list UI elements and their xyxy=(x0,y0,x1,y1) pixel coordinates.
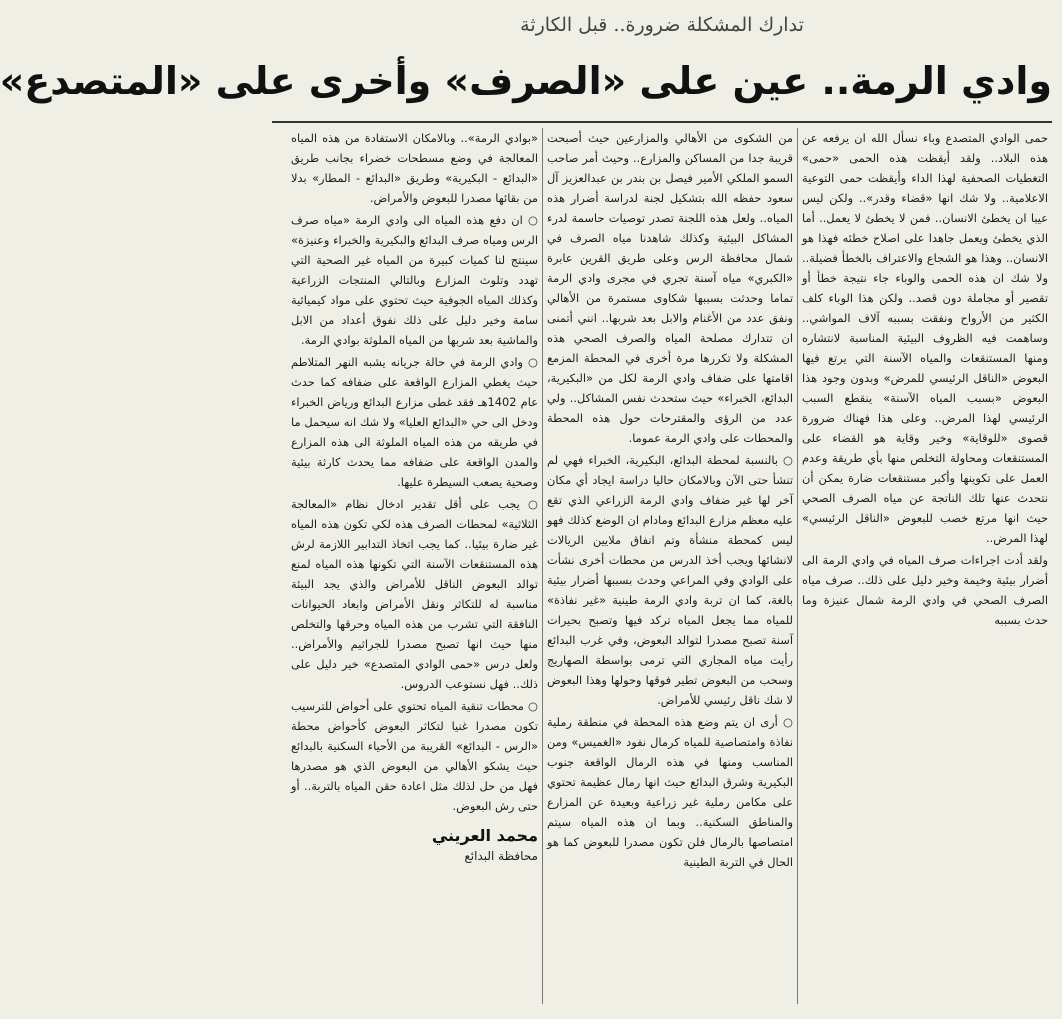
paragraph: ○ أرى ان يتم وضع هذه المحطة في منطقة رملية نفاذة وامتصاصية للمياه كرمال نفود «الغميس» ومن المناسب ومنها في هذه الرمال الواقعة جنوب البكيرية وشرق البدائع حيث انها رمال عظيمة تحتوي على مكامن رملية غير زراعية وبعيدة عن المزارع والمناطق السكنية.. وبما ان هذه المياه سيتم امتصاصها بالرمال فلن تكون مصدرا للبعوض كما هو الحال في التربة الطينية xyxy=(547,715,793,869)
article-column-1 xyxy=(797,128,1052,1004)
article-columns xyxy=(272,128,1052,1004)
author-name: محمد العريني xyxy=(431,826,538,845)
paragraph: حمى الوادي المتصدع وباء نسأل الله ان يرفعه عن هذه البلاد.. ولقد أيقظت هذه الحمى «حمى» التغطيات الصحفية لهذا الداء وأيقظت حمى التوعية الاعلامية.. ولا شك انها «قضاء وقدر».. ولكن ليس عيبا ان يخطئ الانسان.. فمن لا يخطئ لا يعمل.. أما الذي يخطئ ويعمل جاهدا على اصلاح خطئه فهذا هو الانسان.. وهذا هو الشجاع والاعتراف بالخطأ فضيلة.. ولا شك ان هذه الحمى والوباء جاء نتيجة خطأ أو تقصير أو مجاملة دون قصد.. ولكن هذا الوباء كلف الكثير من الأرواح ونفقت بسببه آلاف المواشي.. وساهمت فيه الظروف البيئية المناسبة لانتشاره ومنها المستنقعات والمياه الآسنة التي يرتع فيها البعوض «الناقل الرئيسي للمرض» وبدون وجود هذا البعوض «بسبب المياه الآسنة» ينقطع السبب الرئيسي لهذا المرض.. وعلى هذا فهناك ضرورة قصوى «للوقاية» وخير وقاية هو القضاء على المستنقعات ومحاولة التخلص منها بأي طريقة وعدم العمل على تكوينها وأكبر مستنقعات ضارة يمكن أن نتحدث عنها تلك الناتجة عن مياه الصرف الصحي حيث انها مرتع خصب للبعوض «الناقل الرئيسي» لهذا المرض.. xyxy=(802,131,1048,545)
article-headline: وادي الرمة.. عين على «الصرف» وأخرى على «المتصدع» xyxy=(0,59,1052,103)
headline-divider xyxy=(272,121,1052,123)
paragraph: ○ يجب على أقل تقدير ادخال نظام «المعالجة الثلاثية» لمحطات الصرف هذه لكي تكون هذه المياه غير ضارة بيئيا.. كما يجب اتخاذ التدابير اللازمة لرش هذه المستنقعات الآسنة التي تكونها هذه المياه لمنع توالد البعوض الناقل للأمراض والذي يجد البيئة مناسبة له للتكاثر ونقل الأمراض وابعاد الحيوانات النافقة التي تشرب من هذه المياه وحرقها والتخلص منها حيث انها تصبح مصدرا للجراثيم والأمراض.. ولعل درس «حمى الوادي المتصدع» خير دليل على ذلك.. فهل نستوعب الدروس. xyxy=(291,497,538,691)
paragraph: ولقد أدت اجراءات صرف المياه في وادي الرمة الى أضرار بيئية وخيمة وخير دليل على ذلك.. صرف مياه الصرف الصحي في وادي الرمة شمال عنيزة وما حدث بسببه xyxy=(802,553,1048,627)
author-location: محافظة البدائع xyxy=(464,849,538,863)
paragraph: ○ ان دفع هذه المياه الى وادي الرمة «مياه صرف الرس ومياه صرف البدائع والبكيرية والخبراء وعنيزة» سينتج لنا كميات كبيرة من المياه غير الصحية التي تهدد وتلوث المزارع وبالتالي المنتجات الزراعية وكذلك المياه الجوفية حيث تحتوي على مواد كيميائية سامة وخير دليل على ذلك نفوق أعداد من الابل والماشية بعد شربها من المياه الملوثة بوادي الرمة. xyxy=(291,213,538,347)
paragraph: «بوادي الرمة».. وبالامكان الاستفادة من هذه المياه المعالجة في وضع مسطحات خضراء بجانب طريق «البدائع - البكيرية» وطريق «البدائع - المطار» بدلا من بقائها مصدرا للبعوض والأمراض. xyxy=(291,131,538,205)
article-column-3 xyxy=(287,128,542,1004)
paragraph: من الشكوى من الأهالي والمزارعين حيث أصبحت قريبة جدا من المساكن والمزارع.. وحيث أمر صاحب السمو الملكي الأمير فيصل بن بندر بن عبدالعزيز آل سعود حفظه الله بتشكيل لجنة لدراسة أضرار هذه المياه.. ولعل هذه اللجنة تصدر توصيات حاسمة لدرء المشاكل البيئية وكذلك شاهدنا مياه الصرف في شمال محافظة الرس وعلى طريق القرين عابرة «الكبري» مياه آسنة تجري في مجرى وادي الرمة تماما وحدثت بسببها شكاوى مستمرة من الأهالي ونفق عدد من الأغنام والابل بعد شربها.. انني أتمنى ان تتدارك مصلحة المياه والصرف الصحي هذه المشكلة ولا تكررها مرة أخرى في المحطة المزمع اقامتها على ضفاف وادي الرمة لكل من «البكيرية، البدائع، الخبراء» حيث ستحدث نفس المشاكل.. ولي عدد من الرؤى والمقترحات حول هذه المحطة والمحطات على وادي الرمة عموما. xyxy=(547,131,793,445)
paragraph: ○ بالنسبة لمحطة البدائع، البكيرية، الخبراء فهي لم تنشأ حتى الآن وبالامكان حاليا دراسة ايجاد أي مكان آخر لها غير ضفاف وادي الرمة الزراعي الذي تقع عليه معظم مزارع البدائع ومادام ان الوضع كذلك فهو ليس كمحطة منشأة وتم انفاق ملايين الريالات لانشائها ويجب أخذ الدرس من محطات أخرى نشأت على الوادي وفي المراعي وحدث بسببها أضرار بيئية بالغة، كما ان تربة وادي الرمة طينية «غير نفاذة» للمياه مما يجعل المياه تركد فيها وتصبح بحيرات آسنة تصبح مصدرا لتوالد البعوض، وفي غرب البدائع رأيت مياه المجاري التي ترمى بواسطة الصهاريج وسحب من البعوض تطير فوقها وحولها وهذا البعوض لا شك ناقل رئيسي للأمراض. xyxy=(547,453,793,707)
article-kicker: تدارك المشكلة ضرورة.. قبل الكارثة xyxy=(520,14,804,36)
article-column-2 xyxy=(542,128,797,1004)
paragraph: ○ وادي الرمة في حالة جريانه يشبه النهر المتلاطم حيث يغطي المزارع الواقعة على ضفافه كما حدث عام 1402هـ فقد غطى مزارع البدائع ورياض الخبراء ودخل الى حي «البدائع العليا» ولا شك انه سيحمل ما في طريقه من هذه المياه الملوثة الى هذه المزارع والمدن الواقعة على ضفافه مما يحدث كارثة بيئية وصحية يصعب السيطرة عليها. xyxy=(291,355,538,489)
paragraph: ○ محطات تنقية المياه تحتوي على أحواض للترسيب تكون مصدرا غنيا لتكاثر البعوض كأحواض محطة «الرس - البدائع» القريبة من الأحياء السكنية بالبدائع حيث يشكو الأهالي من البعوض الذي هو مصدرها فهل من حل لذلك مثل اعادة حقن المياه بالتربة.. أو حتى رش البعوض. xyxy=(291,699,538,813)
